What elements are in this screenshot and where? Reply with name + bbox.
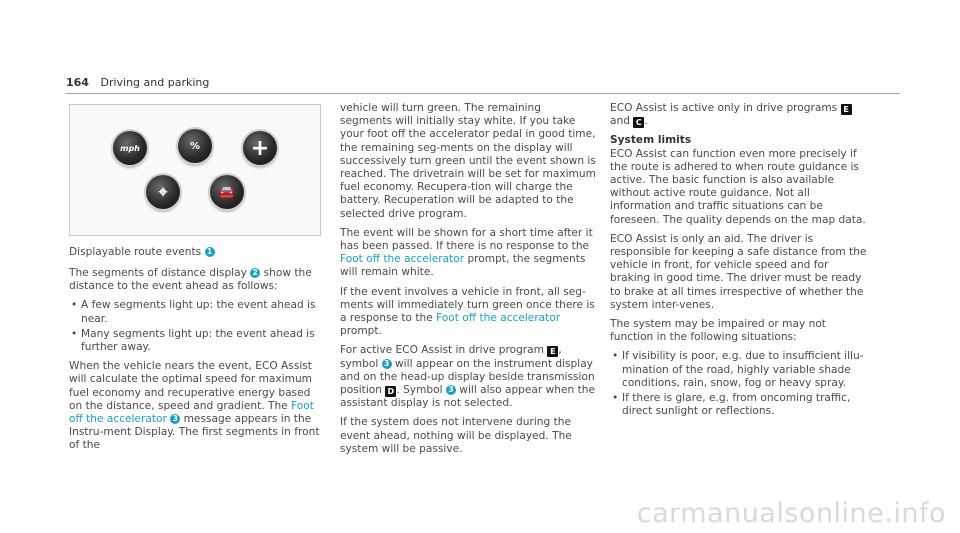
paragraph: The event will be shown for a short time after it has been passed. If there is no response to the Foot off the accelerator prompt, the segments will remain white. — [340, 226, 593, 279]
foot-off-accelerator-link: Foot off the accelerator — [436, 312, 561, 325]
list-item: • A few segments light up: the event ahead is near. — [69, 299, 325, 325]
column-2 — [340, 102, 596, 462]
list-item: • If visibility is poor, e.g. due to insufficient illu-mination of the road, highly variable shade conditions, rain, snow, fog or heavy spray. — [610, 350, 870, 390]
paragraph: The system may be impaired or may not function in the following situations: — [610, 318, 826, 344]
callout-2: 2 — [250, 268, 260, 278]
foot-off-accelerator-link: Foot off the accelerator — [340, 253, 465, 266]
paragraph: ECO Assist is only an aid. The driver is responsible for keeping a safe distance from the vehicle in front, for vehicle speed and for braking in good time. The driver must be ready to brake at all times irrespective of whether the system inter-venes. — [610, 232, 867, 311]
percent-slope-icon: % — [178, 129, 212, 163]
list-item: • Many segments light up: the event ahead is further away. — [69, 328, 325, 354]
paragraph: The segments of distance display 2 show the distance to the event ahead as follows: — [69, 267, 312, 293]
figure-caption — [69, 246, 215, 258]
paragraph: If the system does not intervene during the event ahead, nothing will be displayed. The system will be passive. — [340, 416, 572, 455]
transmission-d-icon: D — [385, 386, 396, 397]
column-1 — [69, 267, 325, 459]
callout-3: 3 — [446, 385, 456, 395]
drive-program-e-icon: E — [841, 104, 852, 115]
page-number: 164 — [66, 76, 89, 89]
paragraph: If the event involves a vehicle in front, all seg-ments will immediately turn green once there is a response to the Foot off the accelerator prompt. — [340, 285, 595, 338]
paragraph: For active ECO Assist in drive program E , symbol 3 will appear on the instrument display and on the head-up display beside transmission position D . Symbol 3 will also appear when the assistant display is not selected. — [340, 344, 595, 410]
bullet-list — [69, 299, 325, 354]
drive-program-e-icon: E — [547, 346, 558, 357]
plus-icon: + — [243, 131, 277, 165]
column-3 — [610, 102, 870, 424]
vehicle-icon: 🚘 — [210, 175, 244, 209]
section-heading: System limits — [610, 134, 692, 147]
list-item: • If there is glare, e.g. from oncoming traffic, direct sunlight or reflections. — [610, 392, 870, 418]
callout-3: 3 — [170, 414, 180, 424]
bullet-list — [610, 350, 870, 418]
watermark: carmanualsonline.info — [636, 498, 946, 529]
header-divider — [66, 93, 900, 94]
page-header — [66, 76, 209, 89]
foot-off-accelerator-link: Foot off the accelerator — [69, 399, 314, 426]
paragraph: ECO Assist is active only in drive programs E and C . — [610, 102, 870, 128]
target-icon: ⌖ — [146, 175, 180, 209]
paragraph: ECO Assist can function even more precisely if the route is adhered to when route guidance is active. The basic function is also available without active route guidance. Not all information and traffic situations can be foreseen. The quality depends on the map data. — [610, 147, 866, 226]
paragraph: vehicle will turn green. The remaining segments will initially stay white. If you take your foot off the accelerator pedal in good time, the remaining seg-ments on the display will successively turn green until the event shown is reached. The drivetrain will be set for maximum fuel economy. Recupera-tion will charge the battery. Recuperation will be adapted to the selected drive program. — [340, 102, 596, 220]
section-title: Driving and parking — [100, 76, 210, 89]
mph-icon: mph — [113, 131, 147, 165]
caption-text: Displayable route events — [69, 246, 202, 258]
callout-1: 1 — [205, 247, 215, 257]
paragraph: When the vehicle nears the event, ECO Assist will calculate the optimal speed for maximum fuel economy and recuperative energy based on the distance, speed and gradient. The Foot off the accelerator 3 message appears in the Instru-ment Display. The first segments in front of the — [69, 360, 320, 452]
callout-3: 3 — [382, 359, 392, 369]
drive-program-c-icon: C — [633, 117, 644, 128]
route-events-figure — [69, 104, 321, 236]
